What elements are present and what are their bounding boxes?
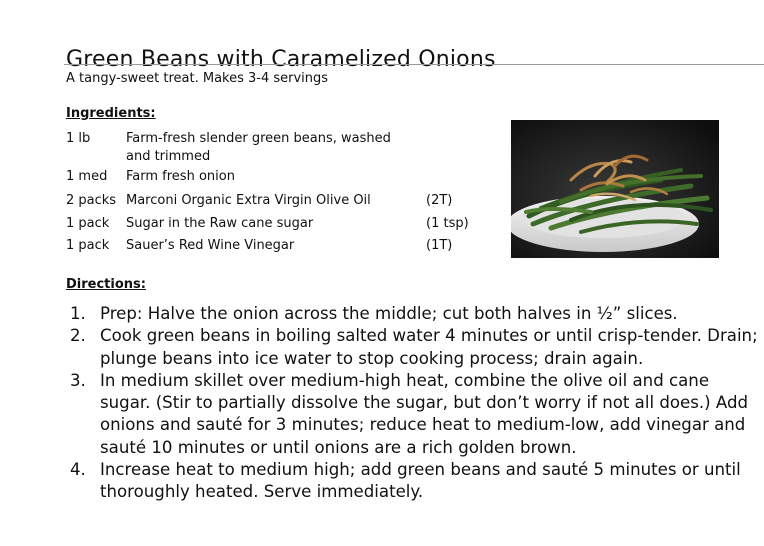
recipe-title: Green Beans with Caramelized Onions [66,46,496,72]
green-beans-dish-photo [511,120,719,258]
ingredient-quantity: 1 med [66,169,108,184]
step-number: 3. [70,370,86,390]
ingredient-amount: (2T) [426,193,453,208]
step-text: Cook green beans in boiling salted water 4 minutes or until crisp-tender. Drain; plunge beans into ice water to stop cooking process; drain again. [100,326,758,368]
directions-heading: Directions: [66,277,146,292]
ingredient-quantity: 1 pack [66,238,110,253]
ingredient-name: Farm fresh onion [126,169,235,184]
direction-step [70,370,760,459]
step-number: 4. [70,460,86,480]
direction-step [70,459,760,504]
ingredients-heading: Ingredients: [66,106,156,121]
ingredient-amount: (1 tsp) [426,216,469,231]
ingredient-quantity: 1 lb [66,131,91,146]
directions-list [70,303,760,504]
step-text: Prep: Halve the onion across the middle; cut both halves in ½” slices. [100,304,678,323]
ingredient-amount: (1T) [426,238,453,253]
ingredient-name: Marconi Organic Extra Virgin Olive Oil [126,193,371,208]
ingredient-quantity: 2 packs [66,193,117,208]
step-number: 2. [70,326,86,346]
step-text: In medium skillet over medium-high heat, combine the olive oil and cane sugar. (Stir to partially dissolve the sugar, but don’t worry if not all does.) Add onions and sauté for 3 minutes; reduce heat to medium-low, add vinegar and sauté 10 minutes or until onions are a rich golden brown. [100,370,749,457]
ingredient-name: Farm-fresh slender green beans, washed and trimmed [126,131,391,164]
ingredient-name: Sauer’s Red Wine Vinegar [126,238,295,253]
direction-step [70,303,760,325]
step-text: Increase heat to medium high; add green beans and sauté 5 minutes or until thoroughly heated. Serve immediately. [100,460,741,502]
step-number: 1. [70,304,86,323]
ingredient-quantity: 1 pack [66,216,110,231]
ingredient-name: Sugar in the Raw cane sugar [126,216,314,231]
direction-step [70,325,760,370]
title-divider [64,64,764,65]
recipe-subtitle: A tangy-sweet treat. Makes 3-4 servings [66,71,329,86]
